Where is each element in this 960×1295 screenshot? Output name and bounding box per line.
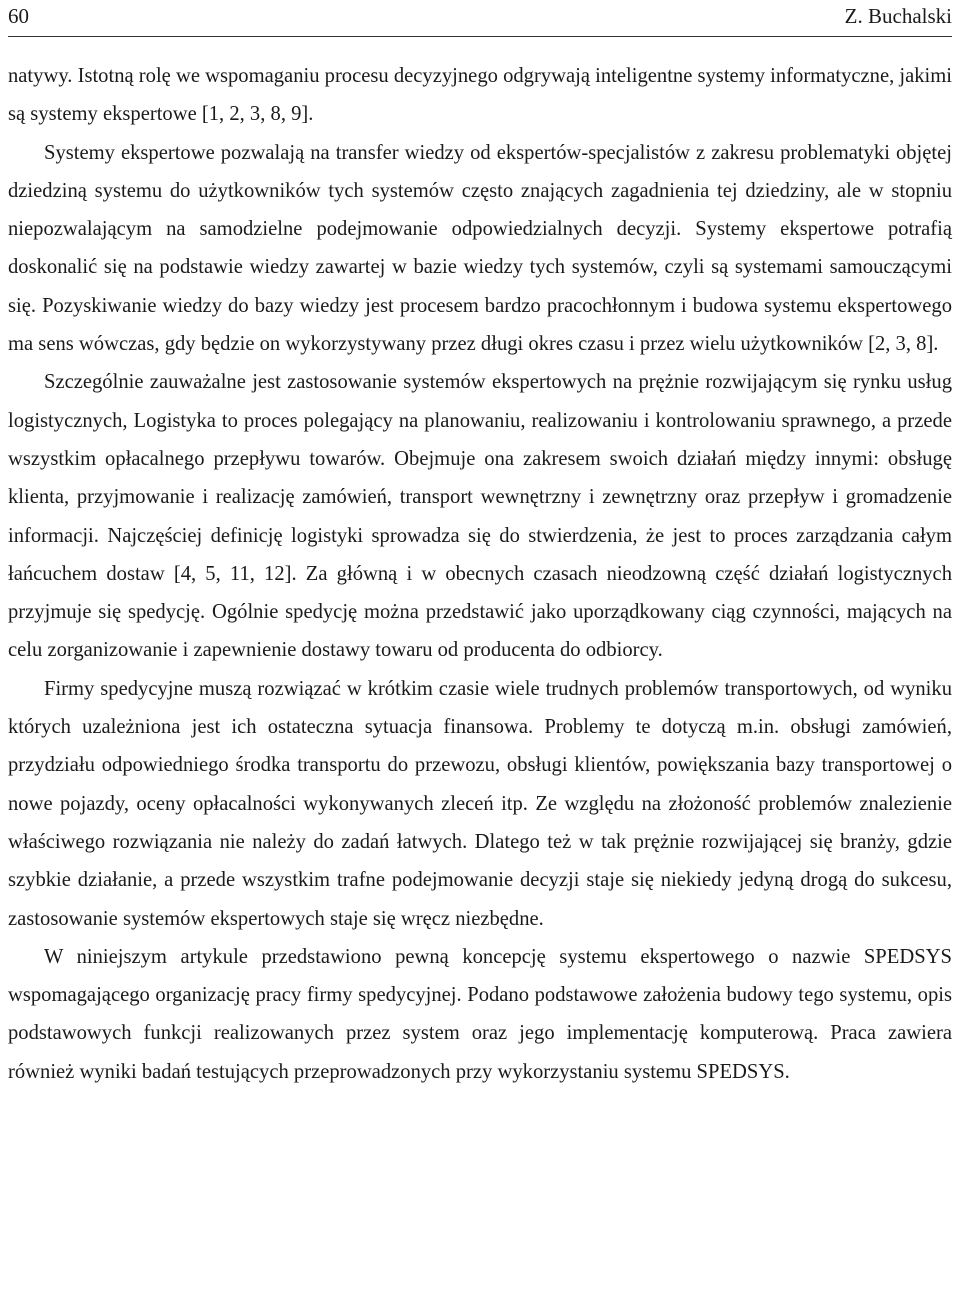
running-author: Z. Buchalski	[844, 4, 952, 28]
page-number: 60	[8, 4, 29, 28]
paragraph: Szczególnie zauważalne jest zastosowanie systemów ekspertowych na prężnie rozwijającym się rynku usług logistycznych, Logistyka to proces polegający na planowaniu, realizowaniu i kontrolowaniu sprawnego, a przede wszystkim opłacalnego przepływu towarów. Obejmuje ona zakresem swoich działań między innymi: obsługę klienta, przyjmowanie i realizację zamówień, transport wewnętrzny i zewnętrzny oraz przepływ i gromadzenie informacji. Najczęściej definicję logistyki sprowadza się do stwierdzenia, że jest to proces zarządzania całym łańcuchem dostaw [4, 5, 11, 12]. Za główną i w obecnych czasach nieodzowną część działań logistycznych przyjmuje się spedycję. Ogólnie spedycję można przedstawić jako uporządkowany ciąg czynności, mających na celu zorganizowanie i zapewnienie dostawy towaru od producenta do odbiorcy.	[8, 371, 952, 662]
paragraph: Firmy spedycyjne muszą rozwiązać w krótkim czasie wiele trudnych problemów transportowych, od wyniku których uzależniona jest ich ostateczna sytuacja finansowa. Problemy te dotyczą m.in. obsługi zamówień, przydziału odpowiedniego środka transportu do przewozu, obsługi klientów, powiększania bazy transportowej o nowe pojazdy, oceny opłacalności wykonywanych zleceń itp. Ze względu na złożoność problemów znalezienie właściwego rozwiązania nie należy do zadań łatwych. Dlatego też w tak prężnie rozwijającej się branży, gdzie szybkie działanie, a przede wszystkim trafne podejmowanie decyzji staje się niekiedy jedyną drogą do sukcesu, zastosowanie systemów ekspertowych staje się wręcz niezbędne.	[8, 677, 952, 930]
paragraph: Systemy ekspertowe pozwalają na transfer wiedzy od ekspertów-specjalistów z zakresu problematyki objętej dziedziną systemu do użytkowników tych systemów często znających zagadnienia tej dziedziny, ale w stopniu niepozwalającym na samodzielne podejmowanie odpowiedzialnych decyzji. Systemy ekspertowe potrafią doskonalić się na podstawie wiedzy zawartej w bazie wiedzy tych systemów, czyli są systemami samouczącymi się. Pozyskiwanie wiedzy do bazy wiedzy jest procesem bardzo pracochłonnym i budowa systemu ekspertowego ma sens wówczas, gdy będzie on wykorzystywany przez długi okres czasu i przez wielu użytkowników [2, 3, 8].	[8, 141, 952, 356]
body-text	[8, 57, 952, 1091]
paragraph-continuation: natywy. Istotną rolę we wspomaganiu procesu decyzyjnego odgrywają inteligentne systemy informatyczne, jakimi są systemy ekspertowe [1, 2, 3, 8, 9].	[8, 65, 952, 126]
paragraph: W niniejszym artykule przedstawiono pewną koncepcję systemu ekspertowego o nazwie SPEDSYS wspomagającego organizację pracy firmy spedycyjnej. Podano podstawowe założenia budowy tego systemu, opis podstawowych funkcji realizowanych przez system oraz jego implementację komputerową. Praca zawiera również wyniki badań testujących przeprowadzonych przy wykorzystaniu systemu SPEDSYS.	[8, 945, 952, 1083]
running-header	[8, 0, 952, 37]
